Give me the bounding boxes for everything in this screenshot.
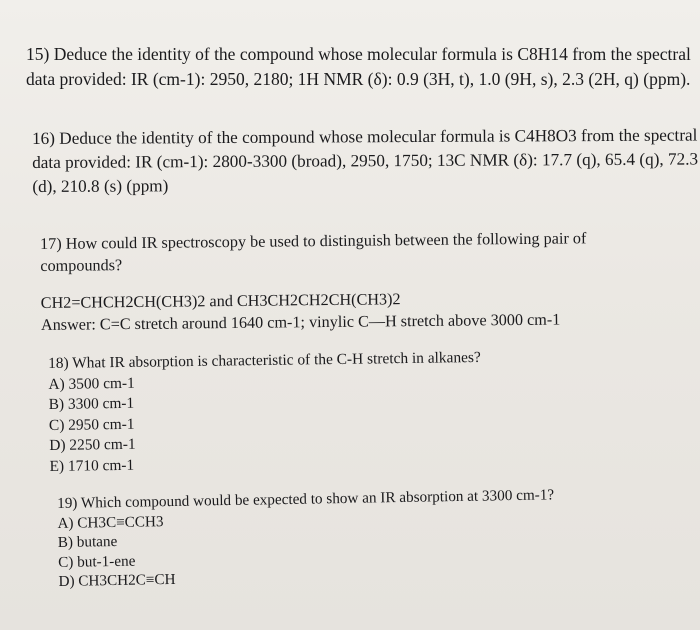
option-b: B) 3300 cm-1: [48, 394, 135, 413]
question-15: [26, 42, 691, 92]
question-18: [48, 348, 482, 477]
question-19-text: 19) Which compound would be expected to show an IR absorption at 3300 cm-1?: [57, 486, 555, 512]
question-16-line-1: 16) Deduce the identity of the compound whose molecular formula is C4H8O3 from the spectral: [32, 125, 698, 148]
question-19: [57, 485, 556, 591]
question-16: [32, 124, 698, 199]
option-c: C) 2950 cm-1: [48, 415, 135, 434]
option-b: B) butane: [57, 532, 118, 551]
compound-pair: CH2=CHCH2CH(CH3)2 and CH3CH2CH2CH(CH3)2: [40, 290, 401, 312]
question-15-line-2: data provided: IR (cm-1): 2950, 2180; 1H NMR (δ): 0.9 (3H, t), 1.0 (9H, s), 2.3 (2H, q) (ppm).: [26, 69, 691, 89]
question-17-answer: Answer: C=C stretch around 1640 cm-1; vinylic C—H stretch above 3000 cm-1: [40, 310, 561, 334]
question-16-line-2: data provided: IR (cm-1): 2800-3300 (broad), 2950, 1750; 13C NMR (δ): 17.7 (q), 65.4 (q), 72.3: [32, 149, 699, 172]
question-18-text: 18) What IR absorption is characteristic of the C-H stretch in alkanes?: [48, 348, 481, 372]
option-a: A) CH3C≡CCH3: [57, 512, 164, 532]
option-d: D) CH3CH2C≡CH: [58, 570, 176, 590]
question-17-line-2: compounds?: [40, 256, 123, 275]
question-16-line-3: (d), 210.8 (s) (ppm): [32, 176, 169, 196]
question-17-line-1: 17) How could IR spectroscopy be used to distinguish between the following pair of: [40, 229, 587, 253]
option-a: A) 3500 cm-1: [48, 374, 135, 393]
option-d: D) 2250 cm-1: [49, 435, 136, 454]
question-15-line-1: 15) Deduce the identity of the compound whose molecular formula is C8H14 from the spectral: [26, 44, 691, 64]
option-c: C) but-1-ene: [58, 552, 136, 571]
option-e: E) 1710 cm-1: [49, 456, 135, 475]
question-17: [40, 227, 587, 336]
